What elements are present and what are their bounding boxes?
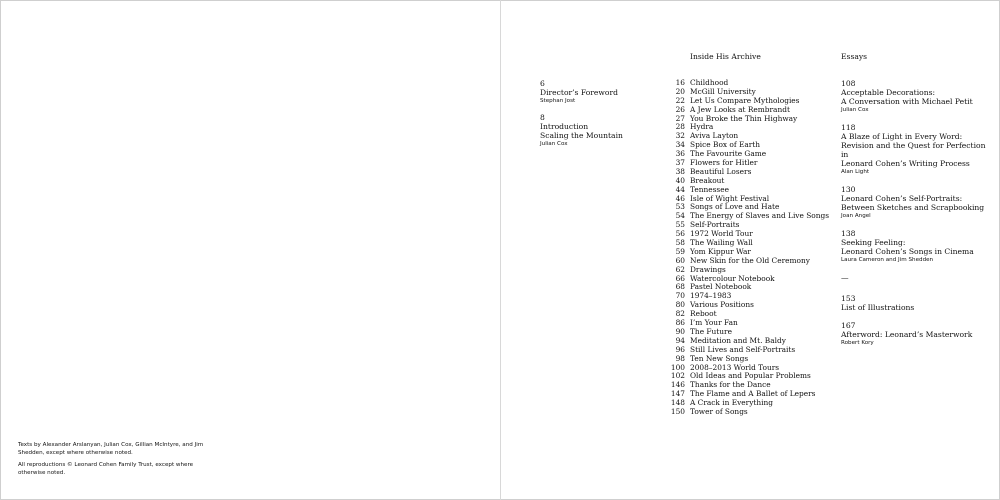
toc-page-number: 40 — [675, 175, 685, 185]
toc-page-number: 62 — [675, 264, 685, 274]
toc-page-number: 55 — [675, 220, 685, 230]
page-gutter — [500, 0, 501, 500]
toc-title: The Future — [690, 326, 732, 336]
toc-page-number: 98 — [675, 353, 685, 363]
toc-title: 2008–2013 World Tours — [690, 362, 780, 372]
toc-row — [660, 310, 829, 319]
toc-title: A Crack in Everything — [690, 398, 773, 408]
toc-title: Thanks for the Dance — [690, 380, 771, 390]
toc-title: Tower of Songs — [690, 406, 748, 416]
toc-page-number: 150 — [670, 406, 685, 416]
toc-title: Still Lives and Self-Portraits — [690, 344, 796, 354]
introduction-entry — [540, 113, 670, 148]
credits-reproductions: All reproductions © Leonard Cohen Family Trust, except where otherwise noted. — [18, 462, 194, 476]
foreword-page-number: 6 — [540, 79, 545, 88]
toc-title: The Favourite Game — [690, 149, 767, 159]
toc-title: Ten New Songs — [690, 353, 749, 363]
toc-title: 1974–1983 — [690, 291, 732, 301]
foreword-entry — [540, 79, 670, 105]
essay-title: Leonard Cohen’s Self-Portraits: Between Sketches and Scrapbooking — [841, 194, 985, 212]
toc-page-number: 36 — [675, 149, 685, 159]
heading-archive: Inside His Archive — [690, 52, 761, 61]
toc-page-number: 60 — [675, 255, 685, 265]
archive-toc-list — [660, 79, 829, 417]
back-matter-entry — [841, 294, 991, 312]
toc-title: A Jew Looks at Rembrandt — [690, 104, 790, 114]
toc-page-number: 46 — [675, 193, 685, 203]
essay-page-number: 138 — [841, 229, 856, 238]
toc-page-number: 56 — [675, 229, 685, 239]
toc-page-number: 38 — [675, 166, 685, 176]
toc-page-number: 94 — [675, 335, 685, 345]
toc-title: Breakout — [690, 175, 725, 185]
toc-row — [660, 123, 829, 132]
toc-row — [660, 408, 829, 417]
afterword-entry — [841, 321, 991, 347]
toc-row — [660, 319, 829, 328]
toc-page-number: 16 — [675, 78, 685, 87]
toc-title: Tennessee — [690, 184, 729, 194]
toc-title: Isle of Wight Festival — [690, 193, 770, 203]
essay-author: Alan Light — [841, 169, 870, 175]
toc-title: Childhood — [690, 78, 729, 87]
toc-page-number: 54 — [675, 211, 685, 221]
toc-page-number: 100 — [670, 362, 685, 372]
toc-page-number: 59 — [675, 246, 685, 256]
toc-page-number: 66 — [675, 273, 685, 283]
toc-page-number: 148 — [670, 398, 685, 408]
credits — [18, 442, 208, 482]
toc-page-number: 34 — [675, 140, 685, 150]
toc-title: Drawings — [690, 264, 726, 274]
essays-column — [841, 79, 991, 356]
heading-essays: Essays — [841, 52, 868, 61]
essay-page-number: 108 — [841, 79, 856, 88]
toc-page-number: 96 — [675, 344, 685, 354]
back-matter-page-number: 153 — [841, 294, 856, 303]
essay-title: A Blaze of Light in Every Word: Revision and the Quest for Perfection in Leonard Cohen’s Writing Process — [841, 132, 986, 168]
toc-title: Meditation and Mt. Baldy — [690, 335, 786, 345]
toc-page-number: 20 — [675, 86, 685, 96]
toc-page-number: 102 — [670, 371, 685, 381]
toc-title: The Energy of Slaves and Live Songs — [690, 211, 830, 221]
toc-title: The Flame and A Ballet of Lepers — [690, 389, 816, 399]
toc-page-number: 28 — [675, 122, 685, 132]
toc-title: Various Positions — [690, 300, 754, 310]
foreword-author: Stephan Jost — [540, 98, 576, 104]
essay-entry — [841, 229, 991, 264]
afterword-page-number: 167 — [841, 321, 856, 330]
toc-page-number: 80 — [675, 300, 685, 310]
toc-page-number: 147 — [670, 389, 685, 399]
introduction-title: Introduction Scaling the Mountain — [540, 122, 623, 140]
toc-page-number: 32 — [675, 131, 685, 141]
toc-title: I’m Your Fan — [690, 318, 738, 328]
toc-title: Self-Portraits — [690, 220, 740, 230]
toc-page-number: 70 — [675, 291, 685, 301]
essay-title: Seeking Feeling: Leonard Cohen’s Songs in Cinema — [841, 238, 974, 256]
toc-title: Pastel Notebook — [690, 282, 752, 292]
toc-row — [660, 177, 829, 186]
essay-title: Acceptable Decorations: A Conversation with Michael Petit — [841, 88, 973, 106]
toc-title: Watercolour Notebook — [690, 273, 775, 283]
toc-row — [660, 257, 829, 266]
toc-page-number: 68 — [675, 282, 685, 292]
toc-title: Reboot — [690, 309, 717, 319]
essay-author: Julian Cox — [841, 107, 869, 113]
toc-page-number: 27 — [675, 113, 685, 123]
essay-author: Laura Cameron and Jim Shedden — [841, 257, 934, 263]
credits-texts: Texts by Alexander Arslanyan, Julian Cox, Gillian McIntyre, and Jim Shedden, except where otherwise noted. — [18, 442, 204, 456]
forewords-column — [540, 79, 670, 156]
toc-page-number: 22 — [675, 95, 685, 105]
toc-page-number: 82 — [675, 309, 685, 319]
toc-title: Flowers for Hitler — [690, 158, 758, 168]
afterword-author: Robert Kory — [841, 340, 874, 346]
toc-row — [660, 212, 829, 221]
toc-page-number: 44 — [675, 184, 685, 194]
toc-title: The Wailing Wall — [690, 238, 753, 248]
frame-left — [0, 0, 1, 500]
toc-title: Let Us Compare Mythologies — [690, 95, 800, 105]
toc-title: 1972 World Tour — [690, 229, 753, 239]
toc-title: New Skin for the Old Ceremony — [690, 255, 810, 265]
toc-page-number: 146 — [670, 380, 685, 390]
toc-title: Aviva Layton — [690, 131, 739, 141]
toc-page-number: 58 — [675, 238, 685, 248]
essay-entry — [841, 123, 991, 176]
section-dash: — — [841, 273, 849, 282]
essay-entry — [841, 79, 991, 114]
toc-title: Hydra — [690, 122, 714, 132]
essay-entry — [841, 185, 991, 220]
introduction-author: Julian Cox — [540, 141, 568, 147]
toc-page-number: 90 — [675, 326, 685, 336]
toc-page-number: 53 — [675, 202, 685, 212]
toc-title: Beautiful Losers — [690, 166, 752, 176]
toc-page-number: 86 — [675, 318, 685, 328]
toc-row — [660, 115, 829, 124]
essay-page-number: 118 — [841, 123, 856, 132]
foreword-title: Director’s Foreword — [540, 88, 618, 97]
toc-page-number: 26 — [675, 104, 685, 114]
toc-title: Spice Box of Earth — [690, 140, 761, 150]
afterword-title: Afterword: Leonard’s Masterwork — [841, 330, 973, 339]
toc-row — [660, 301, 829, 310]
toc-title: Old Ideas and Popular Problems — [690, 371, 811, 381]
toc-title: Songs of Love and Hate — [690, 202, 780, 212]
toc-title: Yom Kippur War — [690, 246, 751, 256]
introduction-page-number: 8 — [540, 113, 545, 122]
back-matter-title: List of Illustrations — [841, 303, 915, 312]
toc-row — [660, 168, 829, 177]
toc-row — [660, 283, 829, 292]
essay-page-number: 130 — [841, 185, 856, 194]
essay-author: Joan Angel — [841, 213, 871, 219]
toc-page-number: 37 — [675, 158, 685, 168]
toc-title: You Broke the Thin Highway — [690, 113, 798, 123]
toc-title: McGill University — [690, 86, 756, 96]
